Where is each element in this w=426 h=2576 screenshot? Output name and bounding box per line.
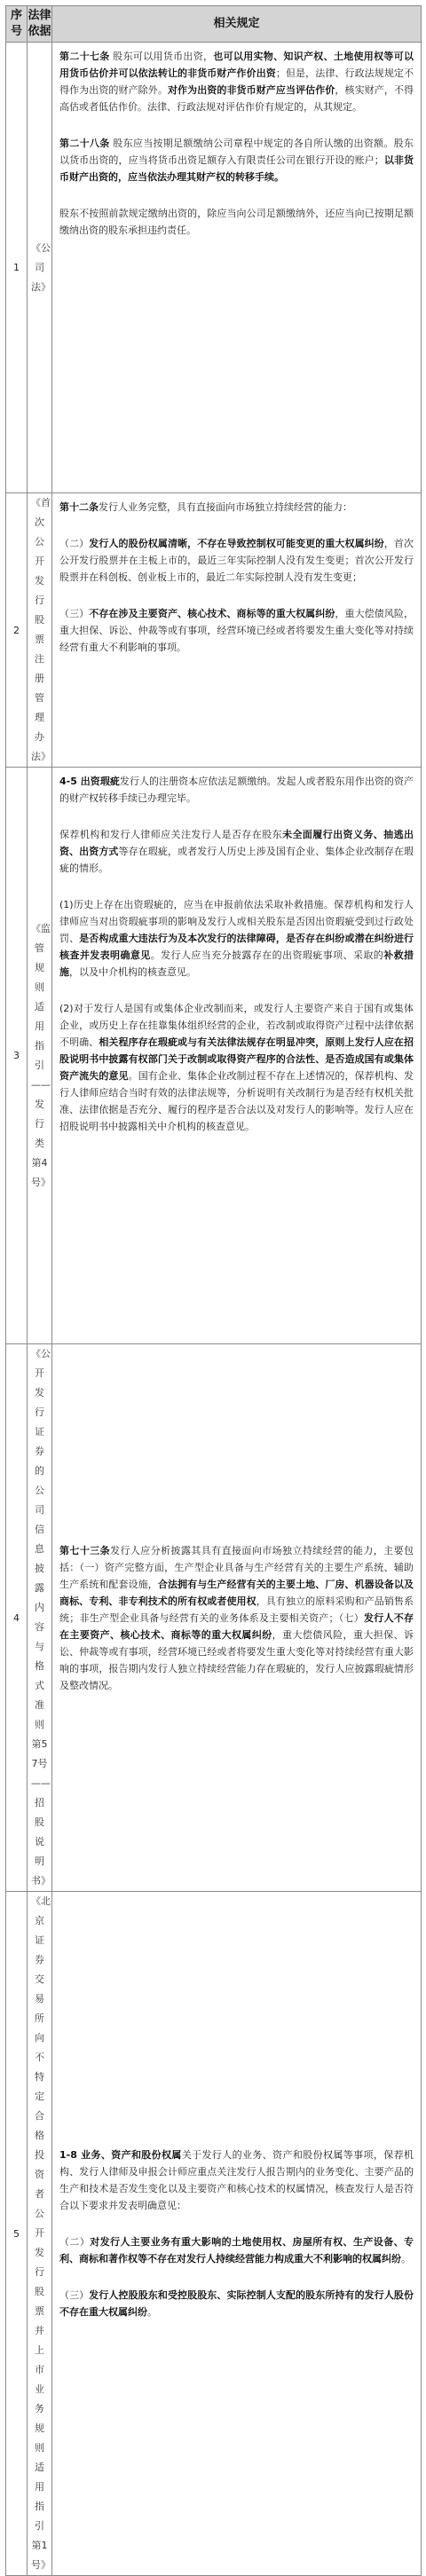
provision-text: ，核实财产，不得高估或者低估作价。法律、行政法规对评估作价有规定的，从其规定。 — [59, 84, 414, 113]
provision-paragraph — [59, 1000, 414, 1135]
provision-text: (2)对于发行人是国有或集体企业改制而来，或发行人主要资产来自于国有或集体企业，或历史上存在挂靠集体组织经营的企业，若改制或取得资产过程中法律依据不明确、 — [59, 1003, 414, 1048]
provision-content — [52, 768, 422, 1344]
row-number: 2 — [6, 493, 28, 768]
provision-paragraph — [59, 135, 414, 185]
table-row — [6, 768, 422, 1344]
emphasis-text: 对发行人主要业务有重大影响的土地使用权、房屋所有权、生产设备、专利、商标和著作权等不存在对发行人持续经营能力构成重大不利影响的权属纠纷 — [59, 2236, 414, 2265]
row-number: 5 — [6, 1892, 28, 2576]
provision-text: 发行人业务完整，具有直接面向市场独立持续经营的能力： — [99, 501, 352, 513]
provision-text: 。 — [401, 2253, 411, 2265]
provision-content — [52, 1344, 422, 1892]
emphasis-text: 合法拥有与生产经营有关的主要土地、厂房、机器设备以及商标、专利、非专利技术的所有权或者使用权 — [59, 1578, 414, 1607]
provision-text: ，以及中介机构的核查意见。 — [69, 966, 196, 978]
legal-basis: 《公开发行证券的公司信息披露内容与格式准则第57号——招股说明书》 — [28, 1344, 52, 1892]
provision-text: 等存在瑕疵，或者发行人历史上涉及国有企业、集体企业改制存在瑕疵的情形。 — [59, 846, 414, 874]
provision-text: ，重大偿债风险，重大担保、诉讼、仲裁等或有事项，经营环境已经或者将要发生重大变化等对持续经营有重大不利影响的事项。 — [59, 608, 414, 653]
table-row — [6, 43, 422, 493]
emphasis-text: 1-8 业务、资产和股份权属 — [59, 2149, 182, 2161]
provision-text: 发行人应分析披露其具有直接面向市场独立持续经营的能力，主要包括：（一）资产完整方面，生产型企业具备与生产经营有关的主要生产系统、辅助生产系统和配套设施， — [59, 1544, 414, 1590]
header-legal-basis: 法律依据 — [28, 6, 52, 43]
legal-basis: 《北京证券交易所向不特定合格投资者公开发行股票并上市业务规则适用指引第1号》 — [28, 1892, 52, 2576]
provision-paragraph — [59, 48, 414, 115]
table-header-row — [6, 6, 422, 43]
provision-text: 。发行人应当充分披露存在的出资瑕疵事项、采取的 — [150, 949, 384, 961]
provision-text: 保荐机构和发行人律师应关注发行人是否存在股东 — [59, 829, 283, 840]
provision-text: （二） — [59, 2236, 91, 2248]
provision-paragraph — [59, 2147, 414, 2214]
provision-paragraph — [59, 205, 414, 239]
provision-text: (1)历史上存在出资瑕疵的，应当在申报前依法采取补救措施。保荐机构和发行人律师应当对出资瑕疵事项的影响及发行人或相关股东是否因出资瑕疵受到过行政处罚、 — [59, 899, 414, 944]
provision-paragraph — [59, 773, 414, 807]
emphasis-text: 相关程序存在瑕疵或与有关法律法规存在明显冲突，原则上发行人应在招股说明书中披露有权部门关于改制或取得资产程序的合法性、是否造成国有或集体资产流失的意见 — [59, 1036, 414, 1082]
emphasis-text: 补救措施 — [59, 949, 414, 978]
emphasis-text: 未全面履行出资义务、抽逃出资、出资方式 — [59, 829, 414, 857]
provision-paragraph — [59, 2287, 414, 2320]
row-number: 3 — [6, 768, 28, 1344]
provision-paragraph — [59, 499, 414, 516]
legal-basis: 《首次公开发行股票注册管理办法》 — [28, 493, 52, 768]
regulation-table-container — [5, 5, 421, 2571]
emphasis-text: 第二十八条 — [59, 138, 110, 149]
legal-basis: 《公司法》 — [28, 43, 52, 493]
provision-text: （三） — [59, 2289, 90, 2301]
emphasis-text: 发行人的股份权属清晰，不存在导致控制权可能变更的重大权属纠纷 — [89, 538, 384, 549]
header-provisions: 相关规定 — [52, 6, 422, 43]
emphasis-text: 4-5 出资瑕疵 — [59, 776, 120, 787]
table-row — [6, 1344, 422, 1892]
provision-text: ；但是，法律、行政法规规定不得作为出资的财产除外。 — [59, 67, 414, 96]
provision-paragraph — [59, 1542, 414, 1694]
provision-text: 发行人的注册资本应依法足额缴纳。发起人或者股东用作出资的资产的财产权转移手续已办理完毕。 — [59, 776, 414, 804]
provision-text: 股东不按照前款规定缴纳出资的，除应当向公司足额缴纳外，还应当向已按期足额缴纳出资的股东承担违约责任。 — [59, 208, 414, 236]
provision-text: ，重大偿债风险，重大担保、诉讼、仲裁等或有事项，经营环境已经或者将要发生重大变化等对持续经营有重大影响的事项，报告期内发行人独立持续经营能力存在瑕疵的，发行人应披露瑕疵情形及整改情况。 — [59, 1628, 414, 1691]
regulation-table — [5, 5, 422, 2576]
emphasis-text: 也可以用实物、知识产权、土地使用权等可以用货币估价并可以依法转让的非货币财产作价出资 — [59, 51, 414, 79]
provision-paragraph — [59, 826, 414, 877]
provision-text: 股东可以用货币出资， — [109, 51, 214, 62]
provision-text: 。 — [147, 2306, 157, 2318]
emphasis-text: 对作为出资的非货币财产应当评估作价 — [167, 84, 335, 96]
provision-content — [52, 1892, 422, 2576]
provision-paragraph — [59, 896, 414, 981]
provision-paragraph — [59, 605, 414, 656]
emphasis-text: 第十二条 — [59, 501, 99, 513]
table-row — [6, 1892, 422, 2576]
header-number: 序号 — [6, 6, 28, 43]
provision-text: 关于发行人的业务、资产和股份权属等事项，保荐机构、发行人律师及申报会计师应重点关注发行人报告期内的业务变化、主要产品的生产和技术是否发生变化以及主要资产和核心技术的权属情况，核查发行人是否符合以下要求并发表明确意见： — [59, 2149, 414, 2211]
provision-text: ，具有独立的原料采购和产品销售系统；非生产型企业具备与经营有关的业务体系及主要相关资产；（七） — [59, 1595, 414, 1624]
table-row — [6, 493, 422, 768]
provision-text: ，首次公开发行股票并在主板上市的，最近三年实际控制人没有发生变更；首次公开发行股票并在科创板、创业板上市的，最近二年实际控制人没有发生变更； — [59, 538, 414, 583]
provision-text: 股东应当按期足额缴纳公司章程中规定的各自所认缴的出资额。股东以货币出资的，应当将货币出资足额存入有限责任公司在银行开设的账户； — [59, 138, 414, 166]
emphasis-text: 是否构成重大违法行为及本次发行的法律障碍，是否存在纠纷或潜在纠纷进行核查并发表明确意见 — [59, 933, 414, 961]
emphasis-text: 不存在涉及主要资产、核心技术、商标等的重大权属纠纷 — [89, 608, 335, 619]
provision-text: 。国有企业、集体企业改制过程不存在上述情况的，保荐机构、发行人律师应结合当时有效的法律法规等，分析说明有关改制行为是否经有权机关批准、法律依据是否充分、履行的程序是否合法以及对发行人的影响等。发行人应在招股说明书中披露相关中介机构的核查意见。 — [59, 1070, 414, 1132]
provision-text: （二） — [59, 538, 90, 549]
provision-content — [52, 43, 422, 493]
emphasis-text: 第二十七条 — [59, 51, 110, 62]
provision-content — [52, 493, 422, 768]
row-number: 4 — [6, 1344, 28, 1892]
emphasis-text: 发行人不存在主要资产、核心技术、商标等的重大权属纠纷 — [59, 1611, 414, 1641]
emphasis-text: 以非货币财产出资的，应当依法办理其财产权的转移手续。 — [59, 154, 414, 183]
emphasis-text: 第七十三条 — [59, 1544, 111, 1556]
provision-paragraph — [59, 2233, 414, 2267]
legal-basis: 《监管规则适用指引——发行类第4号》 — [28, 768, 52, 1344]
provision-text: （三） — [59, 608, 90, 619]
emphasis-text: 发行人控股股东和受控股股东、实际控制人支配的股东所持有的发行人股份不存在重大权属纠纷 — [59, 2289, 414, 2318]
provision-paragraph — [59, 535, 414, 586]
row-number: 1 — [6, 43, 28, 493]
